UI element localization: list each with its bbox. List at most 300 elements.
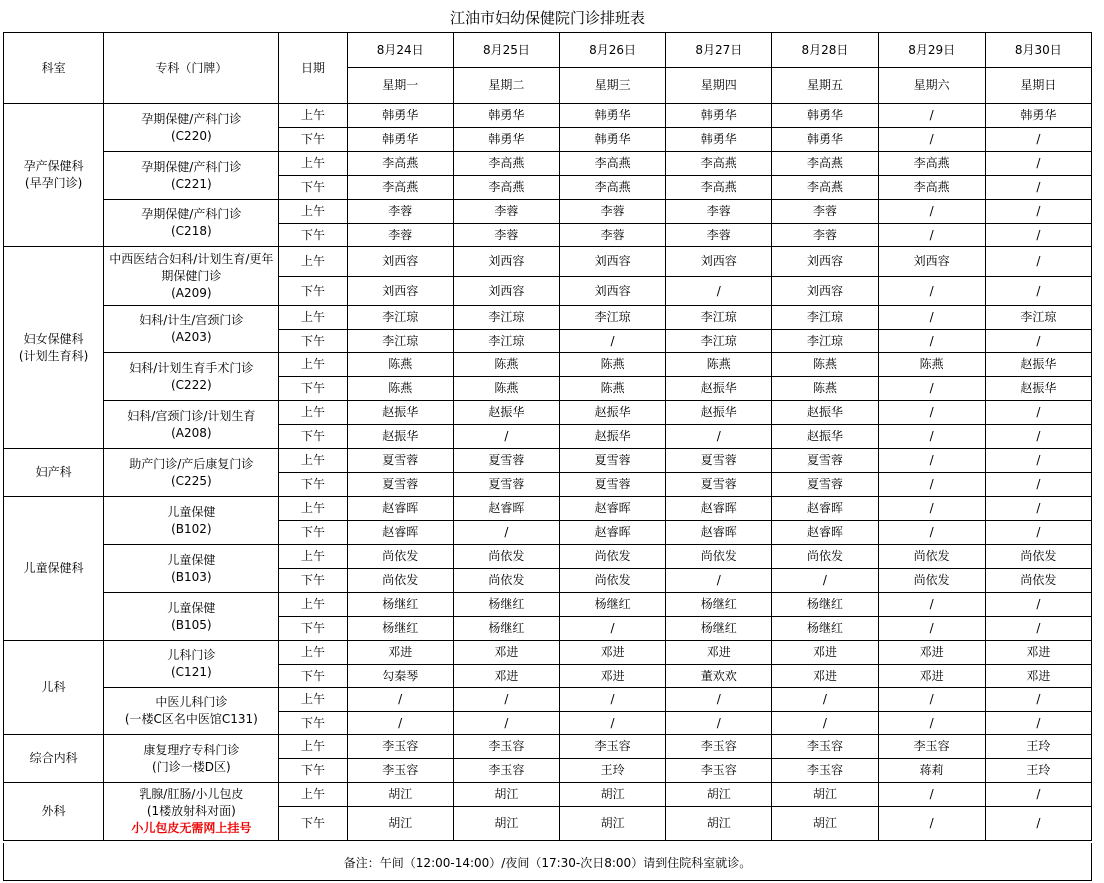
doctor-cell: 王玲 (985, 735, 1091, 759)
department-cell: 儿童保健科 (4, 497, 104, 641)
header-weekday-cell: 星期六 (878, 68, 985, 104)
slot-label-am: 上午 (279, 200, 347, 224)
clinic-name: 孕期保健/产科门诊 (C218) (141, 207, 242, 238)
doctor-cell: 赵振华 (666, 377, 772, 401)
schedule-table (3, 32, 1092, 841)
clinic-name: 乳腺/肛肠/小儿包皮 (1楼放射科对面) (139, 787, 244, 818)
doctor-cell: / (559, 617, 665, 641)
doctor-cell: 李蓉 (347, 224, 453, 247)
doctor-cell: 王玲 (985, 759, 1091, 783)
doctor-cell: / (985, 200, 1091, 224)
doctor-cell: 董欢欢 (666, 665, 772, 688)
doctor-cell: 陈燕 (772, 377, 878, 401)
doctor-cell: 赵振华 (772, 425, 878, 449)
header-date-cell: 8月28日 (772, 33, 878, 68)
doctor-cell: 邓进 (666, 641, 772, 665)
doctor-cell: / (878, 688, 985, 712)
clinic-cell (104, 688, 279, 735)
slot-label-pm: 下午 (279, 521, 347, 545)
clinic-name: 妇科/计划生育手术门诊 (C222) (129, 360, 254, 392)
doctor-cell: 韩勇华 (666, 104, 772, 128)
doctor-cell: 刘西容 (772, 277, 878, 306)
doctor-cell: / (878, 128, 985, 152)
doctor-cell: / (559, 688, 665, 712)
doctor-cell: 李蓉 (453, 224, 559, 247)
doctor-cell: / (878, 449, 985, 473)
header-weekday-cell: 星期二 (453, 68, 559, 104)
doctor-cell: 尚依发 (347, 545, 453, 569)
clinic-name: 妇科/宫颈门诊/计划生育 (A208) (127, 408, 256, 440)
clinic-name: 儿科门诊 (C121) (167, 648, 216, 679)
doctor-cell: 李玉容 (347, 735, 453, 759)
doctor-cell: / (878, 401, 985, 425)
department-cell: 妇女保健科 (计划生育科) (4, 247, 104, 449)
slot-label-pm: 下午 (279, 569, 347, 593)
doctor-cell: / (878, 277, 985, 306)
doctor-cell: 刘西容 (878, 247, 985, 277)
doctor-cell: 杨继红 (453, 593, 559, 617)
doctor-cell: / (985, 401, 1091, 425)
doctor-cell: 胡江 (559, 783, 665, 807)
doctor-cell: 陈燕 (453, 377, 559, 401)
schedule-row-am (4, 593, 1092, 617)
doctor-cell: 李玉容 (347, 759, 453, 783)
doctor-cell: / (878, 200, 985, 224)
doctor-cell: 夏雪蓉 (772, 449, 878, 473)
clinic-cell (104, 497, 279, 545)
slot-label-am: 上午 (279, 306, 347, 330)
doctor-cell: 韩勇华 (347, 104, 453, 128)
doctor-cell: 邓进 (559, 665, 665, 688)
doctor-cell: / (878, 473, 985, 497)
clinic-note: 小儿包皮无需网上挂号 (131, 821, 252, 835)
doctor-cell: / (985, 617, 1091, 641)
doctor-cell: 李蓉 (772, 200, 878, 224)
department-cell: 孕产保健科 (早孕门诊) (4, 104, 104, 247)
doctor-cell: 李高燕 (347, 176, 453, 200)
doctor-cell: 邓进 (772, 665, 878, 688)
doctor-cell: 李玉容 (666, 759, 772, 783)
doctor-cell: 胡江 (453, 807, 559, 841)
clinic-cell (104, 783, 279, 841)
doctor-cell: / (453, 688, 559, 712)
doctor-cell: / (985, 497, 1091, 521)
slot-label-am: 上午 (279, 688, 347, 712)
doctor-cell: 韩勇华 (347, 128, 453, 152)
doctor-cell: / (985, 807, 1091, 841)
doctor-cell: / (985, 593, 1091, 617)
header-weekday-cell: 星期三 (559, 68, 665, 104)
doctor-cell: 勾秦琴 (347, 665, 453, 688)
header-date: 日期 (279, 33, 347, 104)
doctor-cell: 邓进 (985, 641, 1091, 665)
doctor-cell: 李蓉 (453, 200, 559, 224)
page-title: 江油市妇幼保健院门诊排班表 (449, 9, 645, 27)
slot-label-am: 上午 (279, 641, 347, 665)
clinic-cell (104, 735, 279, 783)
clinic-name: 孕期保健/产科门诊 (C221) (141, 159, 242, 191)
doctor-cell: 李高燕 (559, 152, 665, 176)
doctor-cell: 尚依发 (559, 569, 665, 593)
doctor-cell: 赵振华 (985, 377, 1091, 401)
slot-label-am: 上午 (279, 247, 347, 277)
doctor-cell: 李蓉 (559, 200, 665, 224)
doctor-cell: 夏雪蓉 (772, 473, 878, 497)
doctor-cell: 李玉容 (453, 759, 559, 783)
department-cell: 妇产科 (4, 449, 104, 497)
doctor-cell: 陈燕 (878, 353, 985, 377)
doctor-cell: 尚依发 (347, 569, 453, 593)
doctor-cell: / (985, 783, 1091, 807)
doctor-cell: 杨继红 (666, 617, 772, 641)
doctor-cell: 尚依发 (453, 569, 559, 593)
doctor-cell: / (878, 593, 985, 617)
doctor-cell: 刘西容 (559, 277, 665, 306)
department-cell: 外科 (4, 783, 104, 841)
slot-label-am: 上午 (279, 353, 347, 377)
doctor-cell: 陈燕 (453, 353, 559, 377)
doctor-cell: / (878, 521, 985, 545)
doctor-cell: 李蓉 (666, 224, 772, 247)
clinic-cell (104, 401, 279, 449)
doctor-cell: 陈燕 (666, 353, 772, 377)
doctor-cell: 李高燕 (453, 176, 559, 200)
clinic-name: 儿童保健 (B103) (167, 552, 216, 584)
header-row-dates (4, 33, 1092, 68)
doctor-cell: / (453, 712, 559, 735)
doctor-cell: / (985, 688, 1091, 712)
doctor-cell: 李江琼 (559, 306, 665, 330)
doctor-cell: 李高燕 (347, 152, 453, 176)
doctor-cell: / (985, 128, 1091, 152)
doctor-cell: / (878, 617, 985, 641)
doctor-cell: 李高燕 (878, 176, 985, 200)
doctor-cell: 韩勇华 (453, 104, 559, 128)
doctor-cell: 刘西容 (347, 277, 453, 306)
header-date-cell: 8月26日 (559, 33, 665, 68)
clinic-name: 中医儿科门诊 (一楼C区名中医馆C131) (124, 695, 258, 726)
doctor-cell: 韩勇华 (985, 104, 1091, 128)
doctor-cell: 邓进 (559, 641, 665, 665)
clinic-cell (104, 152, 279, 200)
doctor-cell: / (985, 330, 1091, 353)
header-weekday-cell: 星期四 (666, 68, 772, 104)
doctor-cell: 李江琼 (772, 306, 878, 330)
slot-label-am: 上午 (279, 401, 347, 425)
doctor-cell: / (347, 688, 453, 712)
doctor-cell: 赵振华 (559, 401, 665, 425)
doctor-cell: 李玉容 (878, 735, 985, 759)
doctor-cell: 杨继红 (347, 593, 453, 617)
doctor-cell: 赵睿晖 (347, 497, 453, 521)
doctor-cell: 邓进 (878, 665, 985, 688)
doctor-cell: 李高燕 (878, 152, 985, 176)
doctor-cell: / (985, 425, 1091, 449)
doctor-cell: 赵睿晖 (772, 497, 878, 521)
doctor-cell: / (985, 521, 1091, 545)
doctor-cell: / (666, 712, 772, 735)
schedule-row-am (4, 545, 1092, 569)
slot-label-pm: 下午 (279, 759, 347, 783)
doctor-cell: 赵睿晖 (453, 497, 559, 521)
slot-label-am: 上午 (279, 104, 347, 128)
slot-label-pm: 下午 (279, 277, 347, 306)
slot-label-pm: 下午 (279, 128, 347, 152)
doctor-cell: / (878, 807, 985, 841)
doctor-cell: / (985, 176, 1091, 200)
doctor-cell: 胡江 (453, 783, 559, 807)
schedule-row-am (4, 449, 1092, 473)
doctor-cell: 胡江 (347, 783, 453, 807)
slot-label-pm: 下午 (279, 176, 347, 200)
doctor-cell: 李江琼 (772, 330, 878, 353)
doctor-cell: / (878, 783, 985, 807)
doctor-cell: 刘西容 (347, 247, 453, 277)
slot-label-pm: 下午 (279, 425, 347, 449)
slot-label-am: 上午 (279, 152, 347, 176)
clinic-name: 妇科/计生/宫颈门诊 (A203) (139, 313, 244, 344)
footer-note: 备注：午间（12:00-14:00）/夜间（17:30-次日8:00）请到住院科室就诊。 (3, 843, 1092, 881)
slot-label-pm: 下午 (279, 807, 347, 841)
header-specialty: 专科（门牌） (104, 33, 279, 104)
doctor-cell: 尚依发 (985, 569, 1091, 593)
schedule-row-am (4, 306, 1092, 330)
doctor-cell: 胡江 (772, 807, 878, 841)
doctor-cell: 赵振华 (985, 353, 1091, 377)
clinic-name: 康复理疗专科门诊 (门诊一楼D区) (143, 742, 240, 774)
doctor-cell: 赵振华 (559, 425, 665, 449)
doctor-cell: 尚依发 (559, 545, 665, 569)
doctor-cell: 李江琼 (347, 330, 453, 353)
doctor-cell: 李江琼 (453, 306, 559, 330)
schedule-row-am (4, 735, 1092, 759)
header-date-cell: 8月30日 (985, 33, 1091, 68)
header-date-cell: 8月27日 (666, 33, 772, 68)
doctor-cell: 刘西容 (666, 247, 772, 277)
doctor-cell: / (878, 425, 985, 449)
slot-label-pm: 下午 (279, 617, 347, 641)
doctor-cell: 韩勇华 (772, 128, 878, 152)
slot-label-pm: 下午 (279, 473, 347, 497)
schedule-row-am (4, 247, 1092, 277)
doctor-cell: / (666, 688, 772, 712)
doctor-cell: 李江琼 (347, 306, 453, 330)
clinic-cell (104, 306, 279, 353)
doctor-cell: 赵睿晖 (666, 497, 772, 521)
clinic-cell (104, 200, 279, 247)
doctor-cell: / (985, 247, 1091, 277)
slot-label-am: 上午 (279, 497, 347, 521)
doctor-cell: 邓进 (347, 641, 453, 665)
doctor-cell: 邓进 (453, 641, 559, 665)
doctor-cell: 赵睿晖 (347, 521, 453, 545)
doctor-cell: 胡江 (347, 807, 453, 841)
doctor-cell: 刘西容 (559, 247, 665, 277)
doctor-cell: / (985, 449, 1091, 473)
doctor-cell: 胡江 (666, 807, 772, 841)
doctor-cell: 尚依发 (453, 545, 559, 569)
schedule-row-am (4, 104, 1092, 128)
doctor-cell: / (666, 569, 772, 593)
doctor-cell: / (985, 712, 1091, 735)
doctor-cell: 赵振华 (666, 401, 772, 425)
slot-label-am: 上午 (279, 449, 347, 473)
doctor-cell: 李江琼 (985, 306, 1091, 330)
doctor-cell: 尚依发 (878, 569, 985, 593)
doctor-cell: 胡江 (666, 783, 772, 807)
doctor-cell: 李江琼 (453, 330, 559, 353)
doctor-cell: / (559, 712, 665, 735)
doctor-cell: / (878, 224, 985, 247)
doctor-cell: 赵振华 (347, 425, 453, 449)
slot-label-am: 上午 (279, 783, 347, 807)
slot-label-pm: 下午 (279, 712, 347, 735)
schedule-row-am (4, 152, 1092, 176)
doctor-cell: / (347, 712, 453, 735)
doctor-cell: 赵振华 (347, 401, 453, 425)
doctor-cell: 李高燕 (772, 176, 878, 200)
doctor-cell: 杨继红 (666, 593, 772, 617)
clinic-cell (104, 353, 279, 401)
schedule-row-am (4, 641, 1092, 665)
doctor-cell: 杨继红 (772, 593, 878, 617)
header-weekday-cell: 星期一 (347, 68, 453, 104)
clinic-cell (104, 641, 279, 688)
header-date-cell: 8月29日 (878, 33, 985, 68)
doctor-cell: 刘西容 (453, 277, 559, 306)
doctor-cell: / (985, 473, 1091, 497)
doctor-cell: 韩勇华 (453, 128, 559, 152)
header-date-cell: 8月24日 (347, 33, 453, 68)
doctor-cell: 邓进 (878, 641, 985, 665)
clinic-cell (104, 545, 279, 593)
doctor-cell: 尚依发 (985, 545, 1091, 569)
doctor-cell: 韩勇华 (772, 104, 878, 128)
doctor-cell: / (453, 425, 559, 449)
header-dept: 科室 (4, 33, 104, 104)
doctor-cell: 杨继红 (453, 617, 559, 641)
doctor-cell: / (878, 104, 985, 128)
header-date-cell: 8月25日 (453, 33, 559, 68)
doctor-cell: / (666, 425, 772, 449)
department-cell: 综合内科 (4, 735, 104, 783)
doctor-cell: / (878, 306, 985, 330)
doctor-cell: 赵睿晖 (772, 521, 878, 545)
doctor-cell: / (772, 712, 878, 735)
doctor-cell: 李高燕 (666, 152, 772, 176)
doctor-cell: 李江琼 (666, 306, 772, 330)
doctor-cell: / (878, 497, 985, 521)
doctor-cell: 李江琼 (666, 330, 772, 353)
schedule-row-am (4, 200, 1092, 224)
doctor-cell: 李玉容 (772, 735, 878, 759)
doctor-cell: / (985, 224, 1091, 247)
schedule-body (4, 33, 1092, 841)
doctor-cell: 李高燕 (559, 176, 665, 200)
doctor-cell: 杨继红 (347, 617, 453, 641)
schedule-row-am (4, 353, 1092, 377)
schedule-row-am (4, 401, 1092, 425)
clinic-name: 孕期保健/产科门诊 (C220) (141, 111, 242, 143)
doctor-cell: 韩勇华 (666, 128, 772, 152)
doctor-cell: 李高燕 (666, 176, 772, 200)
doctor-cell: 李玉容 (453, 735, 559, 759)
doctor-cell: 李蓉 (666, 200, 772, 224)
doctor-cell: 王玲 (559, 759, 665, 783)
header-weekday-cell: 星期五 (772, 68, 878, 104)
doctor-cell: 胡江 (772, 783, 878, 807)
doctor-cell: / (985, 277, 1091, 306)
slot-label-am: 上午 (279, 735, 347, 759)
slot-label-pm: 下午 (279, 377, 347, 401)
clinic-cell (104, 247, 279, 306)
doctor-cell: 夏雪蓉 (347, 473, 453, 497)
doctor-cell: 李高燕 (453, 152, 559, 176)
doctor-cell: 陈燕 (772, 353, 878, 377)
doctor-cell: / (878, 377, 985, 401)
doctor-cell: 夏雪蓉 (666, 449, 772, 473)
doctor-cell: / (666, 277, 772, 306)
doctor-cell: / (878, 712, 985, 735)
clinic-name: 儿童保健 (B105) (167, 600, 216, 632)
doctor-cell: 尚依发 (878, 545, 985, 569)
doctor-cell: 陈燕 (559, 353, 665, 377)
doctor-cell: 杨继红 (559, 593, 665, 617)
schedule-row-am (4, 497, 1092, 521)
doctor-cell: 邓进 (985, 665, 1091, 688)
clinic-name: 中西医结合妇科/计划生育/更年期保健门诊 (A209) (109, 251, 274, 300)
doctor-cell: 李高燕 (772, 152, 878, 176)
slot-label-pm: 下午 (279, 224, 347, 247)
clinic-name: 儿童保健 (B102) (167, 504, 216, 536)
doctor-cell: 夏雪蓉 (559, 473, 665, 497)
header-weekday-cell: 星期日 (985, 68, 1091, 104)
doctor-cell: 夏雪蓉 (666, 473, 772, 497)
doctor-cell: 李玉容 (666, 735, 772, 759)
doctor-cell: 李蓉 (772, 224, 878, 247)
doctor-cell: 尚依发 (772, 545, 878, 569)
doctor-cell: 邓进 (772, 641, 878, 665)
doctor-cell: 李玉容 (772, 759, 878, 783)
clinic-name: 助产门诊/产后康复门诊 (C225) (129, 456, 254, 488)
doctor-cell: 赵睿晖 (666, 521, 772, 545)
doctor-cell: / (772, 569, 878, 593)
doctor-cell: 李蓉 (559, 224, 665, 247)
doctor-cell: 胡江 (559, 807, 665, 841)
doctor-cell: 韩勇华 (559, 128, 665, 152)
slot-label-pm: 下午 (279, 665, 347, 688)
doctor-cell: 邓进 (453, 665, 559, 688)
clinic-cell (104, 449, 279, 497)
doctor-cell: 刘西容 (772, 247, 878, 277)
department-cell: 儿科 (4, 641, 104, 735)
doctor-cell: 尚依发 (666, 545, 772, 569)
doctor-cell: 蒋莉 (878, 759, 985, 783)
schedule-row-am (4, 783, 1092, 807)
doctor-cell: / (772, 688, 878, 712)
clinic-cell (104, 593, 279, 641)
doctor-cell: 韩勇华 (559, 104, 665, 128)
slot-label-am: 上午 (279, 593, 347, 617)
doctor-cell: 陈燕 (347, 377, 453, 401)
doctor-cell: 赵睿晖 (559, 521, 665, 545)
doctor-cell: 杨继红 (772, 617, 878, 641)
doctor-cell: 赵睿晖 (559, 497, 665, 521)
doctor-cell: 夏雪蓉 (347, 449, 453, 473)
doctor-cell: 夏雪蓉 (453, 449, 559, 473)
slot-label-pm: 下午 (279, 330, 347, 353)
doctor-cell: 赵振华 (772, 401, 878, 425)
